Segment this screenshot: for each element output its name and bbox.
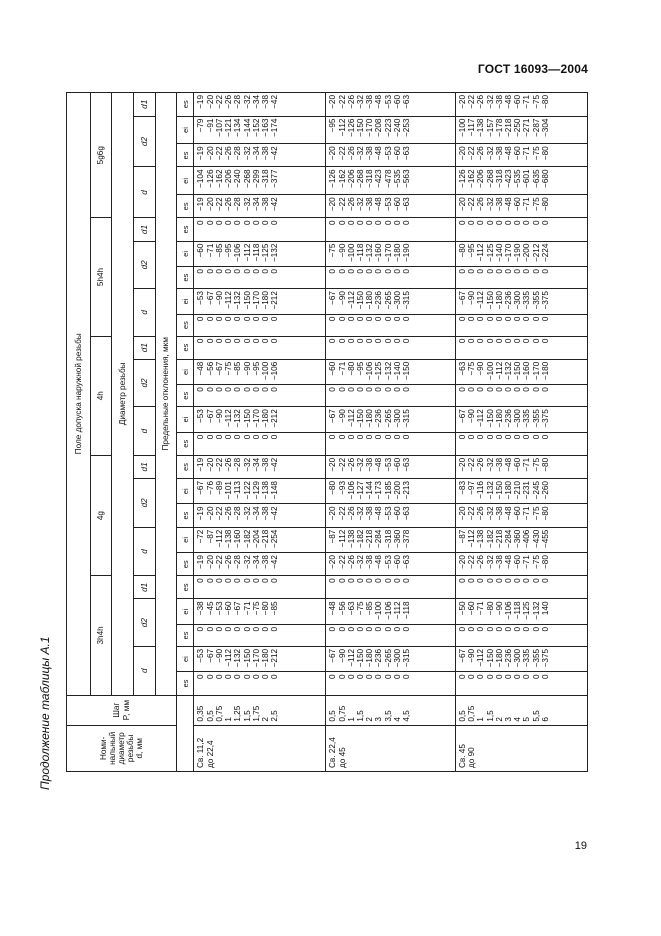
value-cell: 0 0 0 0 0 0 0 0 0	[326, 267, 456, 289]
value-cell: 0 0 0 0 0 0 0 0 0 0	[456, 432, 588, 455]
value-cell: −126 −162 −206 −268 −318 −423 −478 −535 −563	[326, 167, 456, 195]
value-cell: 0 0 0 0 0 0 0 0 0 0	[456, 385, 588, 407]
label-es: es	[177, 385, 194, 407]
header-field-5h4h: 5h4h	[90, 218, 112, 336]
value-cell: −20 −22 −26 −32 −38 −48 −53 −60 −63	[326, 144, 456, 167]
value-cell: −20 −22 −26 −32 −38 −48 −60 −71 −75 −80	[456, 144, 588, 167]
label-es: es	[177, 314, 194, 336]
value-cell: −67 −90 −112 −150 −180 −236 −265 −300 −315	[326, 646, 456, 671]
value-cell: −67 −90 −112 −150 −180 −236 −265 −300 −315	[326, 289, 456, 314]
value-cell: −67 −90 −112 −150 −180 −236 −265 −300 −315	[326, 407, 456, 432]
value-cell: −53 −67 −90 −112 −132 −150 −170 −180 −212	[194, 646, 326, 671]
value-cell: −19 −20 −22 −26 −28 −32 −34 −38 −42	[194, 195, 326, 218]
label-ei: ei	[177, 359, 194, 384]
value-cell: −38 −45 −53 −60 −67 −71 −75 −80 −85	[194, 599, 326, 624]
label-es: es	[177, 93, 194, 117]
header-4g-d: d	[133, 527, 155, 576]
table-row	[456, 93, 588, 772]
value-cell: −75 −90 −100 −118 −132 −160 −170 −180 −190	[326, 241, 456, 266]
header-4h-d1: d1	[133, 336, 155, 359]
label-ei: ei	[177, 407, 194, 432]
value-cell: −53 −67 −90 −112 −132 −150 −170 −180 −212	[194, 289, 326, 314]
header-5h4h-d: d	[133, 289, 155, 336]
header-field-4g: 4g	[90, 455, 112, 575]
value-cell: −19 −20 −22 −26 −28 −32 −34 −38 −42	[194, 93, 326, 117]
value-cell: −67 −90 −112 −150 −180 −236 −300 −335 −355 −375	[456, 646, 588, 671]
label-es: es	[177, 336, 194, 359]
value-cell: −48 −56 −63 −75 −85 −100 −106 −112 −118	[326, 599, 456, 624]
label-ei: ei	[177, 527, 194, 552]
value-cell: −19 −20 −22 −26 −28 −32 −34 −38 −42	[194, 553, 326, 576]
value-cell: −20 −22 −26 −32 −38 −48 −53 −60 −63	[326, 553, 456, 576]
value-cell: 0 0 0 0 0 0 0 0 0 0	[456, 267, 588, 289]
value-cell: −19 −20 −22 −26 −28 −32 −34 −38 −42	[194, 144, 326, 167]
header-deviations: Предельные отклонения, мкм	[155, 93, 177, 696]
header-3h4h-d2: d2	[133, 599, 155, 646]
document-code: ГОСТ 16093—2004	[477, 62, 588, 76]
value-cell: 0 0 0 0 0 0 0 0 0	[326, 624, 456, 646]
value-cell: 0 0 0 0 0 0 0 0 0	[194, 336, 326, 359]
label-ei: ei	[177, 599, 194, 624]
label-ei: ei	[177, 289, 194, 314]
header-3h4h-d: d	[133, 646, 155, 695]
value-cell: 0 0 0 0 0 0 0 0 0	[326, 336, 456, 359]
value-cell: 0 0 0 0 0 0 0 0 0 0	[456, 218, 588, 241]
label-es: es	[177, 504, 194, 527]
value-cell: 0 0 0 0 0 0 0 0 0	[326, 576, 456, 599]
label-ei: ei	[177, 479, 194, 504]
header-nominal-diameter: Номи- нальный диаметр резьбы d, мм	[67, 725, 177, 771]
pitch-cell: 0,5 0,75 1 1,5 2 3 4 5 5,5 6	[456, 695, 588, 725]
header-5h4h-d1: d1	[133, 218, 155, 241]
pitch-cell: 0,5 0,75 1 1,5 2 3 3,5 4 4,5	[326, 695, 456, 725]
value-cell: 0 0 0 0 0 0 0 0 0	[194, 267, 326, 289]
header-thread-diameter: Диаметр резьбы	[112, 93, 134, 696]
header-4h-d: d	[133, 407, 155, 456]
label-es: es	[177, 672, 194, 695]
value-cell: 0 0 0 0 0 0 0 0 0	[194, 385, 326, 407]
value-cell: −104 −126 −162 −206 −240 −268 −299 −318 −377	[194, 167, 326, 195]
nominal-diameter-cell: Св. 45 до 90	[456, 725, 588, 771]
value-cell: 0 0 0 0 0 0 0 0 0	[194, 576, 326, 599]
header-field-5g6g: 5g6g	[90, 93, 112, 218]
label-ei: ei	[177, 116, 194, 144]
value-cell: −20 −22 −26 −32 −38 −48 −53 −60 −63	[326, 504, 456, 527]
label-es: es	[177, 144, 194, 167]
value-cell: −126 −162 −206 −268 −318 −423 −535 −601 −635 −680	[456, 167, 588, 195]
header-es-ei-row	[177, 93, 194, 772]
value-cell: −20 −22 −26 −32 −38 −48 −60 −71 −75 −80	[456, 553, 588, 576]
nominal-diameter-cell: Св. 11,2 до 22,4	[194, 725, 326, 771]
value-cell: −20 −22 −26 −32 −38 −48 −60 −71 −75 −80	[456, 504, 588, 527]
value-cell: 0 0 0 0 0 0 0 0 0	[326, 385, 456, 407]
table-caption: Продолжение таблицы А.1	[38, 636, 52, 790]
value-cell: −63 −75 −90 −100 −112 −132 −150 −160 −170 −180	[456, 359, 588, 384]
value-cell: −67 −76 −89 −101 −113 −122 −129 −138 −148	[194, 479, 326, 504]
value-cell: −80 −95 −112 −125 −140 −170 −190 −200 −212 −224	[456, 241, 588, 266]
label-ei: ei	[177, 241, 194, 266]
value-cell: −60 −71 −85 −95 −106 −112 −118 −125 −132	[194, 241, 326, 266]
header-es-ei-spacer	[177, 695, 194, 771]
label-es: es	[177, 432, 194, 455]
value-cell: −67 −90 −112 −150 −180 −236 −300 −335 −355 −375	[456, 289, 588, 314]
table-rotated-container	[66, 92, 588, 772]
header-field-3h4h: 3h4h	[90, 576, 112, 695]
header-4h-d2: d2	[133, 359, 155, 406]
header-5h4h-d2: d2	[133, 241, 155, 288]
label-es: es	[177, 553, 194, 576]
label-es: es	[177, 576, 194, 599]
table-row	[326, 93, 456, 772]
value-cell: 0 0 0 0 0 0 0 0 0	[326, 432, 456, 455]
value-cell: −67 −90 −112 −150 −180 −236 −300 −335 −355 −375	[456, 407, 588, 432]
label-ei: ei	[177, 167, 194, 195]
header-pitch: Шаг P, мм	[67, 695, 177, 725]
value-cell: −19 −20 −22 −26 −28 −32 −34 −38 −42	[194, 455, 326, 478]
value-cell: −20 −22 −26 −32 −38 −48 −53 −60 −63	[326, 195, 456, 218]
thread-tolerance-table	[66, 92, 588, 772]
header-4g-d2: d2	[133, 479, 155, 528]
header-5g6g-d2: d2	[133, 116, 155, 167]
value-cell: 0 0 0 0 0 0 0 0 0	[194, 432, 326, 455]
label-es: es	[177, 218, 194, 241]
value-cell: 0 0 0 0 0 0 0 0 0 0	[456, 672, 588, 695]
value-cell: −20 −22 −26 −32 −38 −48 −60 −71 −75 −80	[456, 93, 588, 117]
value-cell: −79 −91 −107 −121 −134 −144 −152 −163 −174	[194, 116, 326, 144]
header-5g6g-d1: d1	[133, 93, 155, 117]
value-cell: −95 −112 −126 −150 −170 −208 −223 −240 −253	[326, 116, 456, 144]
value-cell: 0 0 0 0 0 0 0 0 0	[194, 672, 326, 695]
label-es: es	[177, 267, 194, 289]
value-cell: −20 −22 −26 −32 −38 −48 −60 −71 −75 −80	[456, 195, 588, 218]
label-es: es	[177, 624, 194, 646]
value-cell: 0 0 0 0 0 0 0 0 0 0	[456, 314, 588, 336]
value-cell: −53 −67 −90 −112 −132 −150 −170 −180 −212	[194, 407, 326, 432]
value-cell: 0 0 0 0 0 0 0 0 0	[194, 218, 326, 241]
value-cell: −80 −93 −106 −127 −144 −173 −185 −200 −213	[326, 479, 456, 504]
label-es: es	[177, 455, 194, 478]
header-tolerance-field: Поле допуска наружной резьбы	[67, 93, 91, 696]
page-number: 19	[574, 840, 587, 852]
value-cell: −100 −117 −138 −157 −178 −218 −250 −271 −287 −304	[456, 116, 588, 144]
value-cell: −87 −112 −138 −182 −218 −284 −318 −360 −378	[326, 527, 456, 552]
value-cell: −48 −56 −67 −75 −85 −90 −95 −100 −106	[194, 359, 326, 384]
header-3h4h-d1: d1	[133, 576, 155, 599]
value-cell: −50 −60 −71 −80 −90 −106 −118 −125 −132 140	[456, 599, 588, 624]
value-cell: 0 0 0 0 0 0 0 0 0	[326, 314, 456, 336]
value-cell: −20 −22 −26 −32 −38 −48 −60 −71 −75 −80	[456, 455, 588, 478]
value-cell: −19 −20 −22 −26 −28 −32 −34 −38 −42	[194, 504, 326, 527]
value-cell: 0 0 0 0 0 0 0 0 0 0	[456, 624, 588, 646]
value-cell: −60 −71 −80 −95 −106 −125 −132 −140 −150	[326, 359, 456, 384]
value-cell: 0 0 0 0 0 0 0 0 0 0	[456, 576, 588, 599]
value-cell: 0 0 0 0 0 0 0 0 0	[194, 314, 326, 336]
value-cell: 0 0 0 0 0 0 0 0 0	[194, 624, 326, 646]
table-row	[194, 93, 326, 772]
value-cell: −20 −22 −26 −32 −38 −48 −53 −60 −63	[326, 455, 456, 478]
value-cell: −20 −22 −26 −32 −38 −48 −53 −60 −63	[326, 93, 456, 117]
value-cell: 0 0 0 0 0 0 0 0 0	[326, 672, 456, 695]
pitch-cell: 0,35 0,5 0,75 1 1,25 1,5 1,75 2 2,5	[194, 695, 326, 725]
header-field-4h: 4h	[90, 336, 112, 455]
nominal-diameter-cell: Св. 22,4 до 45	[326, 725, 456, 771]
value-cell: −87 −112 −138 −182 −218 −284 −360 −406 −430 −455	[456, 527, 588, 552]
value-cell: 0 0 0 0 0 0 0 0 0 0	[456, 336, 588, 359]
label-es: es	[177, 195, 194, 218]
header-5g6g-d: d	[133, 167, 155, 218]
label-ei: ei	[177, 646, 194, 671]
value-cell: 0 0 0 0 0 0 0 0 0	[326, 218, 456, 241]
header-4g-d1: d1	[133, 455, 155, 478]
value-cell: −72 −87 −112 −138 −160 −182 −204 −218 −254	[194, 527, 326, 552]
value-cell: −83 −97 −116 −132 −150 −180 −210 −231 −245 −260	[456, 479, 588, 504]
